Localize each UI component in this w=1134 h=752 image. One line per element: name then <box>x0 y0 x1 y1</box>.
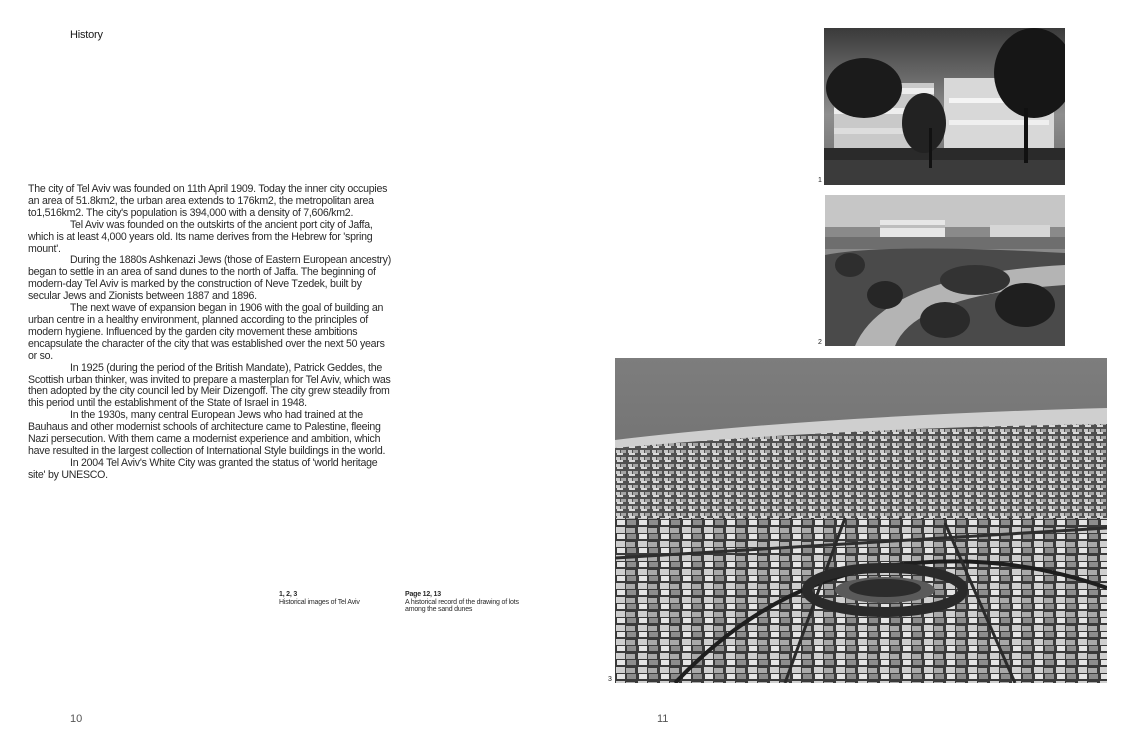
section-heading: History <box>70 29 103 41</box>
caption-text: A historical record of the drawing of lots among the sand dunes <box>405 598 519 614</box>
paragraph: During the 1880s Ashkenazi Jews (those of Eastern European ancestry) began to settle in an area of sand dunes to the north of Jaffa. The beginning of modern-day Tel Aviv is marked by the construction of Neve Tzedek, built by secular Jews and Zionists between 1887 and 1896. <box>28 254 392 303</box>
paragraph: Tel Aviv was founded on the outskirts of the ancient port city of Jaffa, which is at least 4,000 years old. Its name derives from the Hebrew for 'spring mount'. <box>28 218 373 255</box>
caption-title: Page 12, 13 <box>405 591 441 598</box>
figure-caption-images <box>279 591 389 606</box>
caption-text: Historical images of Tel Aviv <box>279 598 360 606</box>
figure-2-garden-square-photo <box>825 195 1065 346</box>
paragraph: In the 1930s, many central European Jews who had trained at the Bauhaus and other modernist schools of architecture came to Palestine, fleeing Nazi persecution. With them came a modernist experience and ambition, which have resulted in the largest collection of International Style buildings in the world. <box>28 409 386 457</box>
figure-number: 2 <box>818 339 822 346</box>
figure-3-aerial-city-photo <box>615 358 1107 683</box>
paragraph: In 2004 Tel Aviv's White City was granted the status of 'world heritage site' by UNESCO. <box>28 456 378 481</box>
figure-caption-pages <box>405 591 525 614</box>
page-number-left: 10 <box>70 713 83 725</box>
paragraph: The next wave of expansion began in 1906 with the goal of building an urban centre in a healthy environment, planned according to the principles of modern hygiene. Influenced by the garden city movement these ambitions encapsulate the character of the city that was established over the next 50 years or so. <box>28 302 385 362</box>
paragraph: The city of Tel Aviv was founded on 11th April 1909. Today the inner city occupies an area of 51.8km2, the urban area extends to 176km2, the metropolitan area to1,516km2. The city's population is 394,000 with a density of 7,606/km2. <box>28 183 388 219</box>
body-text <box>28 184 396 482</box>
paragraph: In 1925 (during the period of the British Mandate), Patrick Geddes, the Scottish urban thinker, was invited to prepare a masterplan for Tel Aviv, which was then adopted by the city council led by Meir Dizengoff. The city grew steadily from this period until the establishment of the State of Israel in 1948. <box>28 361 391 410</box>
page-number-right: 11 <box>657 713 669 725</box>
figure-1-street-photo <box>824 28 1065 185</box>
figure-number: 1 <box>818 177 822 184</box>
figure-number: 3 <box>608 676 612 683</box>
caption-title: 1, 2, 3 <box>279 591 298 598</box>
